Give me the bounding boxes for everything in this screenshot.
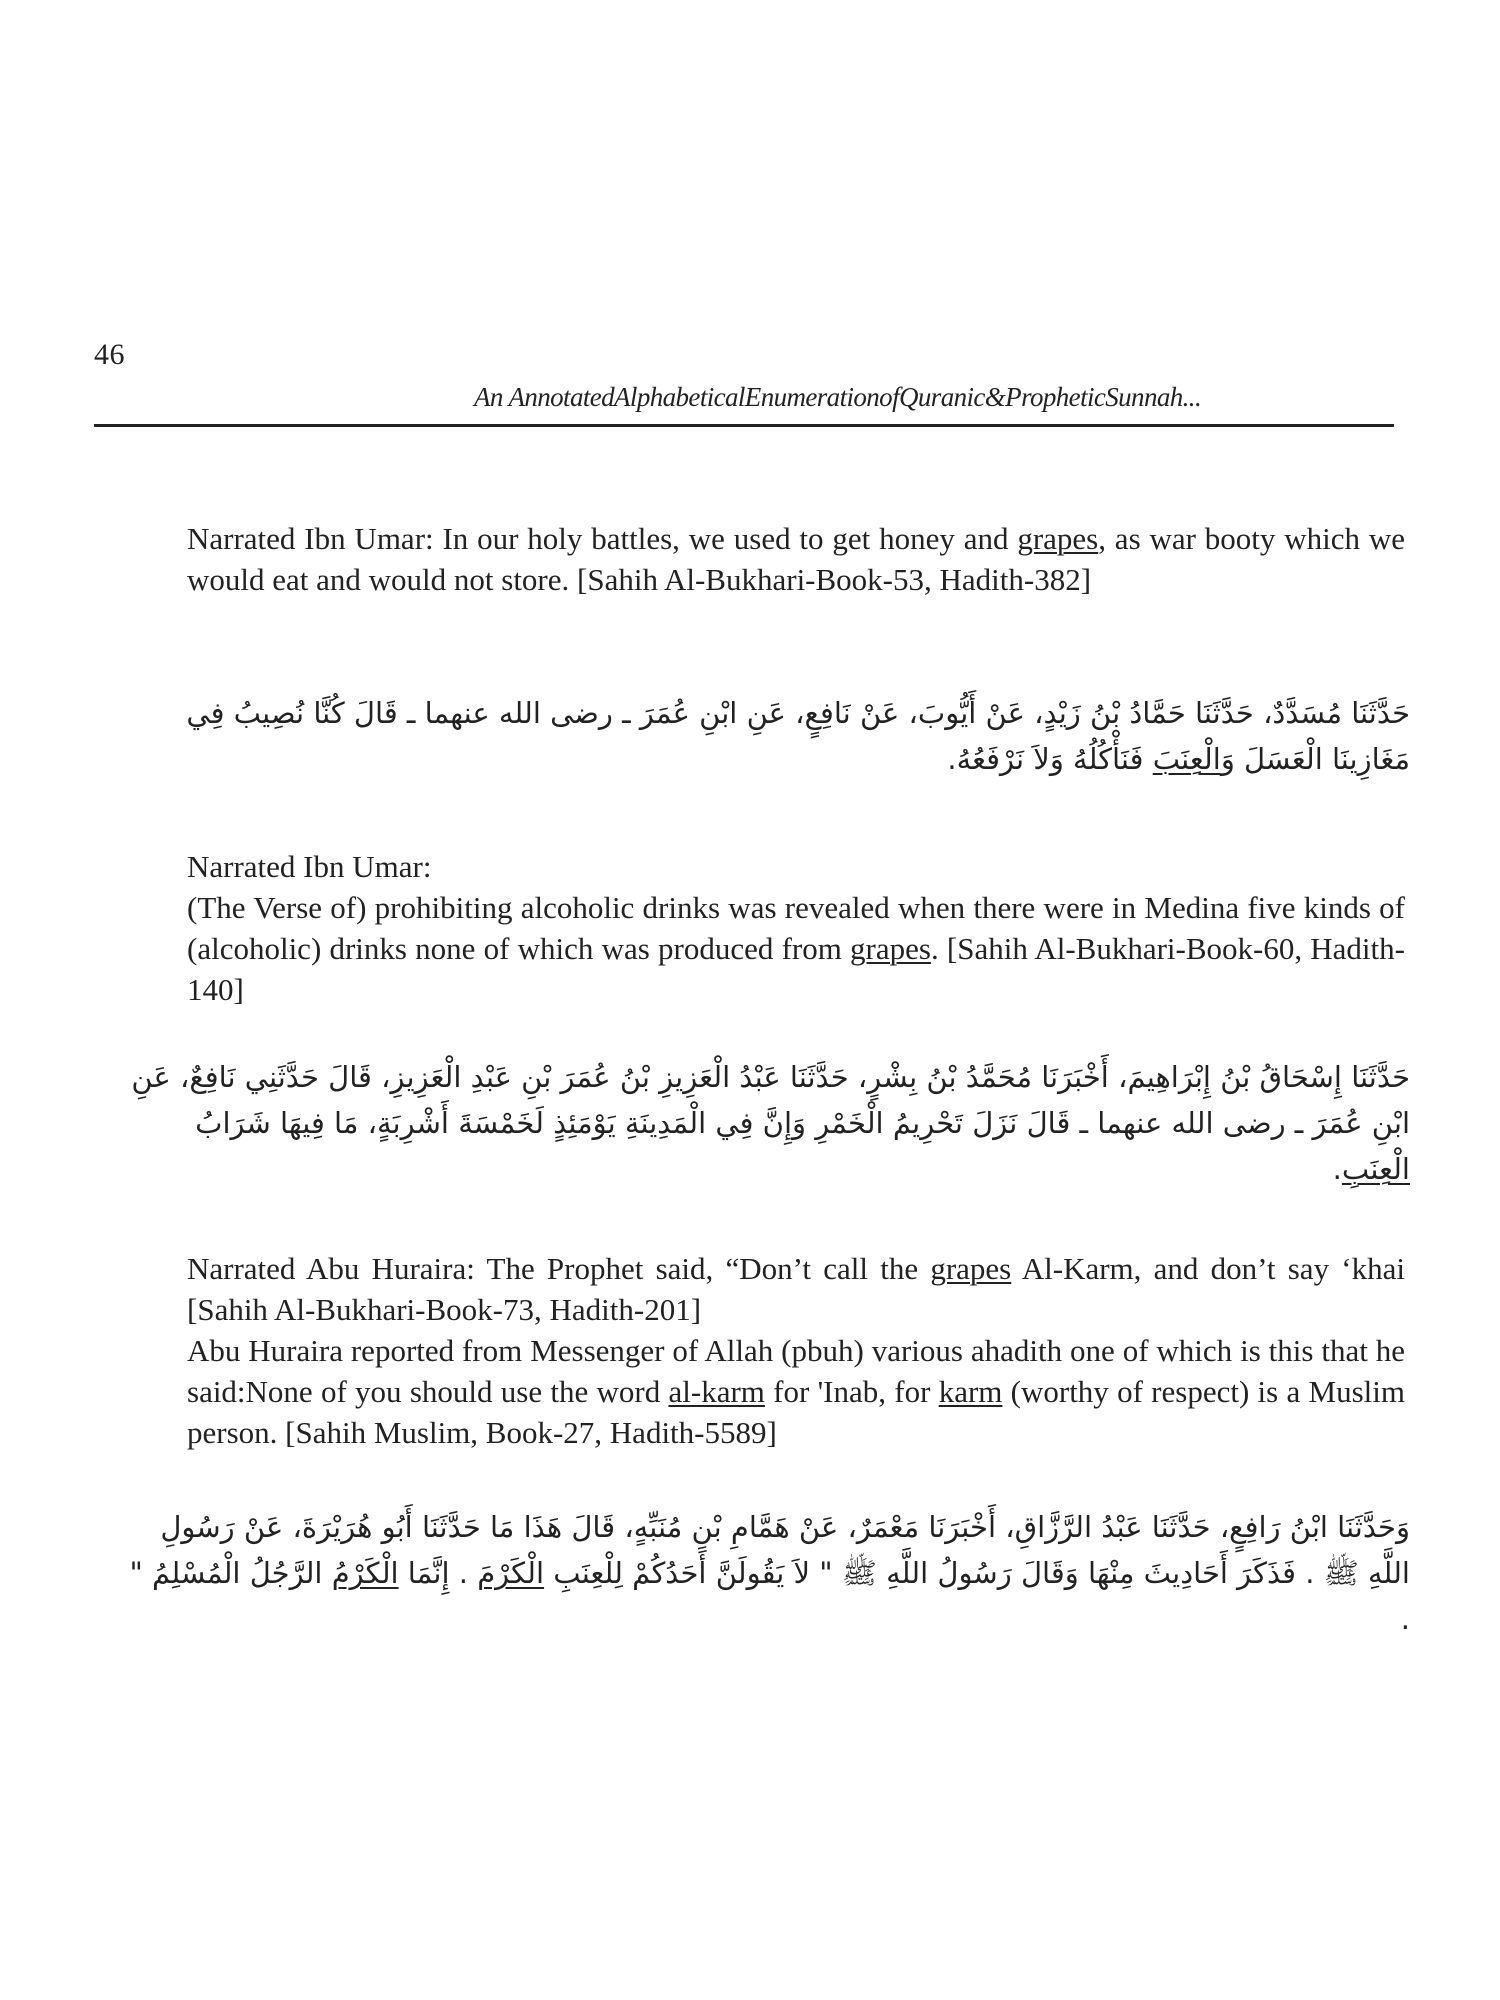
hadith-2-english-paragraph	[187, 887, 1405, 1010]
text-run: Al-Karm, and don’t say ‘khai [Sahih Al-Bukhari-Book-73, Hadith-201]	[187, 1251, 1405, 1327]
text-run: Narrated Abu Huraira: The Prophet said, “Don’t call the	[187, 1251, 931, 1286]
hadith-3-arabic	[120, 1504, 1410, 1642]
underlined-term-grapes: grapes	[1017, 521, 1099, 556]
hadith-3-english-paragraph-2	[187, 1330, 1405, 1453]
text-run: Narrated Ibn Umar: In our holy battles, we used to get honey and	[187, 521, 1018, 556]
hadith-2-english	[187, 846, 1405, 1010]
hadith-3-english-paragraph-1	[187, 1248, 1405, 1330]
arabic-run: فَنَأْكُلُهُ وَلاَ نَرْفَعُهُ.	[947, 742, 1153, 776]
text-run: for 'Inab, for	[764, 1374, 939, 1409]
arabic-run: .	[1332, 1152, 1342, 1186]
underlined-term-al-karm: الْكَرْمُ	[331, 1556, 399, 1590]
text-run: , as war booty which we would eat and would not store. [Sahih Al-Bukhari-Book-53, Hadith-382]	[187, 521, 1405, 597]
hadith-1-english-paragraph	[187, 518, 1405, 600]
text-run: Abu Huraira reported from Messenger of Allah (pbuh) various ahadith one of which is this that he said:None of you should use the word	[187, 1333, 1405, 1409]
underlined-term-al-karm: الْكَرْمَ	[477, 1556, 545, 1590]
text-run: . [Sahih Al-Bukhari-Book-60, Hadith-140]	[187, 931, 1405, 1007]
narrator-line: Narrated Ibn Umar:	[187, 849, 432, 884]
text-run: (worthy of respect) is a Muslim person. [Sahih Muslim, Book-27, Hadith-5589]	[187, 1374, 1405, 1450]
header-rule	[94, 424, 1394, 427]
text-run: (The Verse of) prohibiting alcoholic drinks was revealed when there were in Medina five kinds of (alcoholic) drinks none of which was produced from	[187, 890, 1405, 966]
running-header: An AnnotatedAlphabeticalEnumerationofQuranic&PropheticSunnah...	[474, 382, 1202, 412]
underlined-term-inab: الْعِنَبِ	[1341, 1152, 1410, 1186]
arabic-run: الرَّجُلُ الْمُسْلِمُ " .	[129, 1556, 1410, 1636]
arabic-run: حَدَّثَنَا مُسَدَّدٌ، حَدَّثَنَا حَمَّادُ بْنُ زَيْدٍ، عَنْ أَيُّوبَ، عَنْ نَافِعٍ، عَنِ ابْنِ عُمَرَ ـ رضى الله عنهما ـ قَالَ كُنَّا نُصِيبُ فِي مَغَازِينَا الْعَسَلَ وَ	[186, 696, 1410, 776]
underlined-term-grapes: grapes	[850, 931, 931, 966]
underlined-term-karm: karm	[938, 1374, 1003, 1409]
arabic-run: . إِنَّمَا	[398, 1556, 478, 1590]
underlined-term-inab: الْعِنَبَ	[1152, 742, 1221, 776]
arabic-run: حَدَّثَنَا إِسْحَاقُ بْنُ إِبْرَاهِيمَ، أَخْبَرَنَا مُحَمَّدُ بْنُ بِشْرٍ، حَدَّثَنَا عَبْدُ الْعَزِيزِ بْنُ عُمَرَ بْنِ عَبْدِ الْعَزِيزِ، قَالَ حَدَّثَنِي نَافِعٌ، عَنِ ابْنِ عُمَرَ ـ رضى الله عنهما ـ قَالَ نَزَلَ تَحْرِيمُ الْخَمْرِ وَإِنَّ فِي الْمَدِينَةِ يَوْمَئِذٍ لَخَمْسَةَ أَشْرِبَةٍ، مَا فِيهَا شَرَابُ	[131, 1060, 1410, 1140]
hadith-1-arabic	[120, 690, 1410, 782]
page-number: 46	[94, 338, 125, 371]
underlined-term-grapes: grapes	[930, 1251, 1012, 1286]
hadith-2-arabic	[120, 1054, 1410, 1192]
arabic-run: وَحَدَّثَنَا ابْنُ رَافِعٍ، حَدَّثَنَا عَبْدُ الرَّزَّاقِ، أَخْبَرَنَا مَعْمَرٌ، عَنْ هَمَّامِ بْنِ مُنَبِّهٍ، قَالَ هَذَا مَا حَدَّثَنَا أَبُو هُرَيْرَةَ، عَنْ رَسُولِ اللَّهِ ﷺ . فَذَكَرَ أَحَادِيثَ مِنْهَا وَقَالَ رَسُولُ اللَّهِ ﷺ " لاَ يَقُولَنَّ أَحَدُكُمْ لِلْعِنَبِ	[160, 1510, 1410, 1590]
hadith-1-english	[187, 518, 1405, 600]
hadith-3-english	[187, 1248, 1405, 1453]
underlined-term-al-karm: al-karm	[668, 1374, 765, 1409]
